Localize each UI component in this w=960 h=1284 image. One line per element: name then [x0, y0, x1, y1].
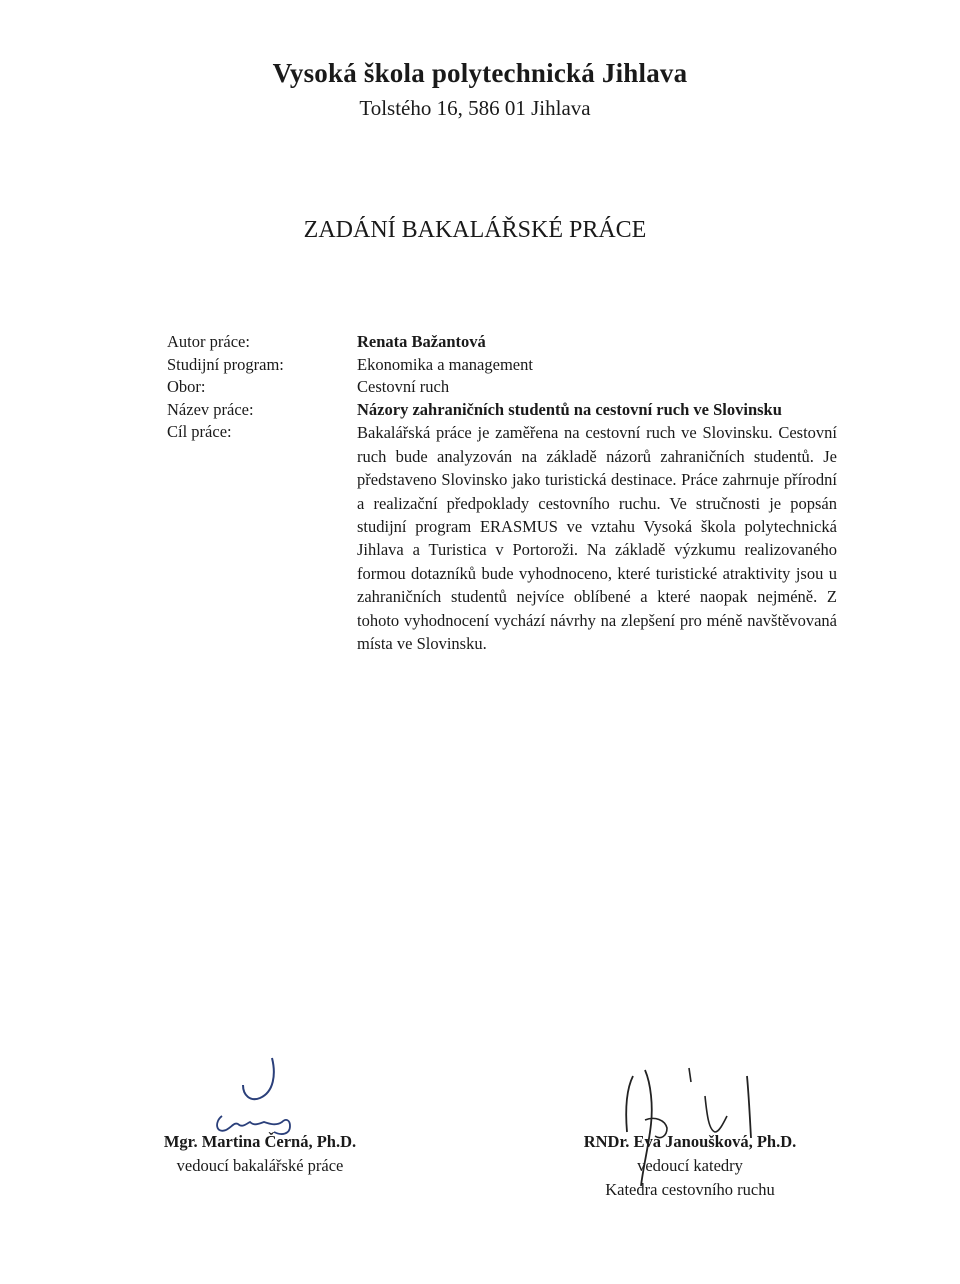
supervisor-role: vedoucí bakalářské práce: [176, 1156, 344, 1175]
program-value: Ekonomika a management: [357, 354, 533, 374]
field-labels: [167, 331, 284, 444]
program-label: Studijní program:: [167, 354, 284, 374]
head-department: Katedra cestovního ruchu: [605, 1180, 775, 1199]
author-value: Renata Bažantová: [357, 332, 486, 351]
goal-value: Bakalářská práce je zaměřena na cestovní ruch ve Slovinsku. Cestovní ruch bude analyzován na základě názorů zahraničních studentů. Je představeno Slovinsko jako turistická destinace. Práce zahrnuje přírodní a realizační předpoklady cestovního ruchu. Ve stručnosti je popsán studijní program ERASMUS ve vztahu Vysoká škola polytechnická Jihlava a Turistica v Portoroži. Na základě výzkumu realizovaného formou dotazníků bude vyhodnoceno, které turistické atraktivity jsou u zahraničních studentů nejvíce oblíbené a které naopak nejméně. Z tohoto vyhodnocení vychází návrhy na zlepšení pro méně navštěvovaná místa ve Slovinsku.: [357, 423, 837, 654]
school-address: Tolstého 16, 586 01 Jihlava: [359, 96, 591, 120]
head-name: RNDr. Eva Janoušková, Ph.D.: [583, 1132, 797, 1151]
thesis-title-value: Názory zahraničních studentů na cestovní ruch ve Slovinsku: [357, 399, 782, 419]
field-values: [357, 331, 837, 655]
head-role: vedoucí katedry: [637, 1156, 743, 1175]
head-signature-block: [575, 1130, 805, 1202]
supervisor-signature: [210, 1052, 310, 1142]
goal-label: Cíl práce:: [167, 422, 232, 442]
school-name: Vysoká škola polytechnická Jihlava: [272, 58, 688, 88]
supervisor-name: Mgr. Martina Černá, Ph.D.: [163, 1132, 357, 1151]
field-label: Obor:: [167, 377, 206, 397]
thesis-title-label: Název práce:: [167, 399, 254, 419]
supervisor-signature-block: [155, 1130, 365, 1178]
field-value: Cestovní ruch: [357, 377, 450, 397]
document-title: ZADÁNÍ BAKALÁŘSKÉ PRÁCE: [303, 217, 647, 243]
author-label: Autor práce:: [167, 332, 250, 351]
